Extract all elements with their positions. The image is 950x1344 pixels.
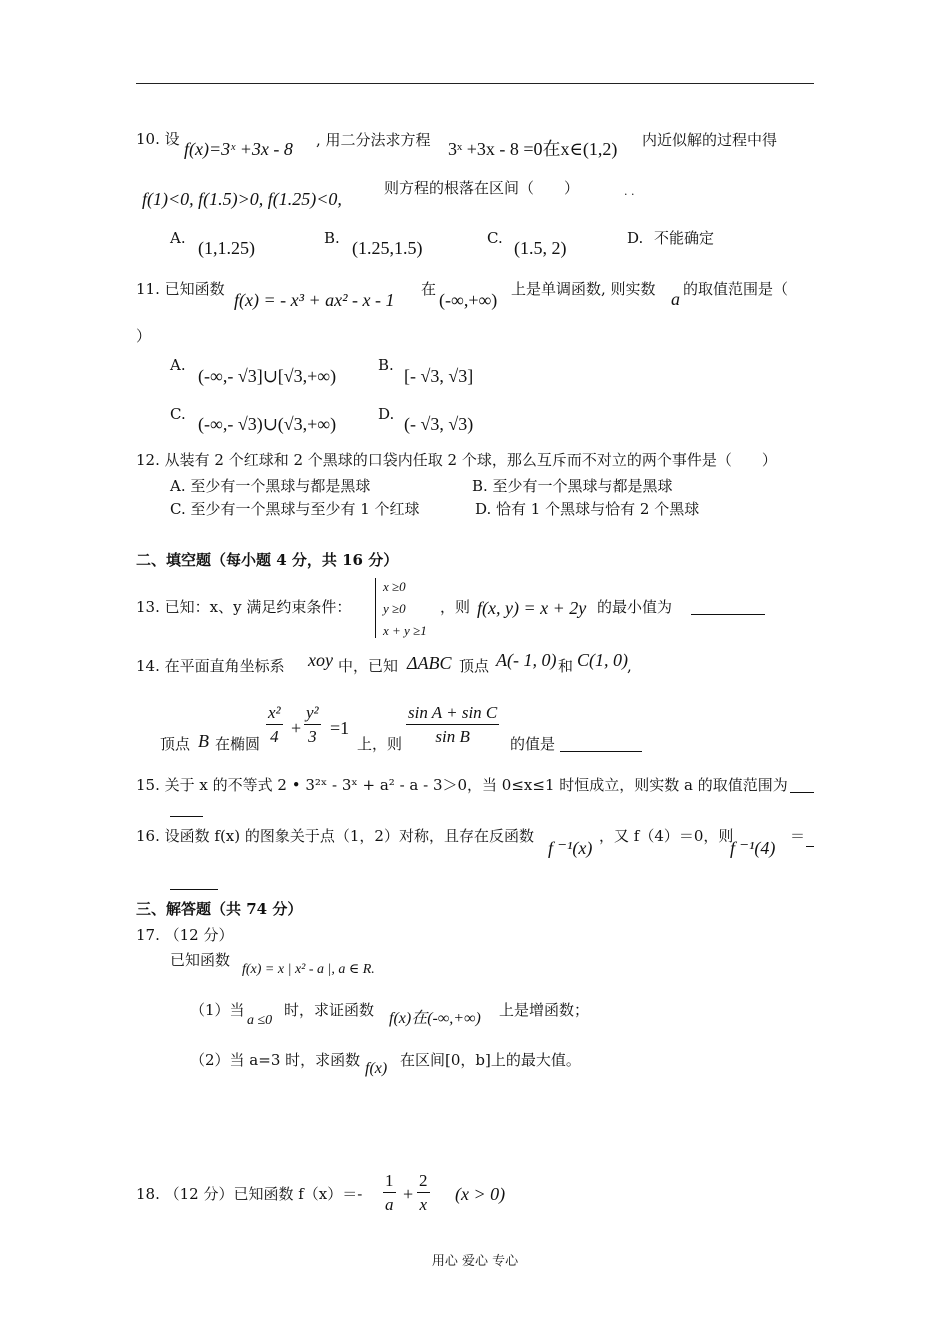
q15-line: 15. 关于 x 的不等式 2 • 3²ˣ - 3ˣ + a² - a - 3＞0，当 0≤x≤1 时恒成立，则实数 a 的取值范围为 xyxy=(136,776,788,794)
q10-question: 则方程的根落在区间（ ） xyxy=(384,179,580,197)
q11-option-c-label: C. xyxy=(170,405,186,423)
q14-comma: , xyxy=(627,657,632,675)
q10-fx-def: f(x)=3ˣ +3x - 8 xyxy=(184,139,293,159)
q10-tail: 内近似解的过程中得 xyxy=(642,131,778,149)
q11-mid: 在 xyxy=(421,280,437,298)
q14-xoy: xoy xyxy=(308,650,333,670)
q14-frac-x-num: x² xyxy=(266,703,283,725)
q12-option-d: D. 恰有 1 个黑球与恰有 2 个黑球 xyxy=(475,500,700,518)
q18-plus: + xyxy=(403,1184,414,1204)
q14-and: 和 xyxy=(558,657,574,675)
q11-tail: 上是单调函数, 则实数 xyxy=(511,280,656,298)
q18-lead: 18. （12 分）已知函数 f（x）＝- xyxy=(136,1185,363,1203)
q14-frac-x-den: 4 xyxy=(270,727,279,746)
q17-part1-c: 上是增函数； xyxy=(499,1001,590,1019)
q14-triangle: ΔABC xyxy=(407,653,452,673)
q10-option-a-label: A. xyxy=(170,229,186,247)
q14-line2-lead: 顶点 xyxy=(160,735,191,753)
q12-option-a: A. 至少有一个黑球与都是黑球 xyxy=(170,477,371,495)
q13-constraint-1: x ≥0 xyxy=(383,579,406,594)
page-footer: 用心 爱心 专心 xyxy=(431,1254,519,1269)
q11-option-c: (-∞,- √3)∪(√3,+∞) xyxy=(198,414,337,434)
q13-tail: 的最小值为 xyxy=(597,598,673,616)
q16-answer-blank-2 xyxy=(170,889,218,890)
q11-option-d: (- √3, √3) xyxy=(404,414,474,434)
q14-line2-tail: 上，则 xyxy=(357,735,403,753)
q16-tail: ＝ xyxy=(790,827,806,845)
q13-constraint-3: x + y ≥1 xyxy=(383,623,427,638)
q16-mid: ，又 f（4）＝0，则 xyxy=(599,827,734,845)
q14-frac-y-den: 3 xyxy=(308,727,317,746)
q12-option-c: C. 至少有一个黑球与至少有 1 个红球 xyxy=(170,500,420,518)
q16-finv: f ⁻¹(x) xyxy=(548,838,593,858)
q10-option-b-label: B. xyxy=(324,229,340,247)
q14-frac-x xyxy=(266,703,283,747)
q17-part2-fx: f(x) xyxy=(365,1060,388,1077)
q11-close: ） xyxy=(136,327,152,345)
q14-ratio-den: sin B xyxy=(435,727,470,746)
q16-lead: 16. 设函数 f(x) 的图象关于点（1，2）对称，且存在反函数 xyxy=(136,827,534,845)
q10-option-a: (1,1.25) xyxy=(198,238,255,258)
q14-lead: 14. 在平面直角坐标系 xyxy=(136,657,285,675)
q13-answer-blank xyxy=(691,614,765,615)
q12-line: 12. 从装有 2 个红球和 2 个黑球的口袋内任取 2 个球，那么互斥而不对立的两个事件是（ ） xyxy=(136,451,777,469)
header-rule xyxy=(136,83,814,84)
q14-ratio-num: sin A + sin C xyxy=(406,703,499,725)
q14-point-a: A(- 1, 0) xyxy=(496,650,557,670)
q18-frac-2-den: x xyxy=(419,1195,428,1214)
q16-finv4: f ⁻¹(4) xyxy=(730,838,776,858)
q14-mid2: 顶点 xyxy=(459,657,490,675)
q14-mid1: 中，已知 xyxy=(338,657,399,675)
q12-option-b: B. 至少有一个黑球与都是黑球 xyxy=(472,477,673,495)
q11-var: a xyxy=(671,289,680,309)
q11-lead: 11. 已知函数 xyxy=(136,280,225,298)
section-2-heading: 二、填空题（每小题 4 分，共 16 分） xyxy=(136,551,399,569)
q14-line2-end: 的值是 xyxy=(510,735,556,753)
q18-frac-1 xyxy=(383,1171,396,1215)
q10-option-d: 不能确定 xyxy=(654,229,715,247)
q14-line2-mid: 在椭圆 xyxy=(215,735,261,753)
q17-lead: 17. （12 分） xyxy=(136,926,234,944)
q14-frac-y-num: y² xyxy=(304,703,321,725)
q10-lead: 10. 设 xyxy=(136,130,180,148)
q17-fx: f(x) = x | x² - a |, a ∈ R. xyxy=(242,962,375,977)
q18-frac-1-num: 1 xyxy=(383,1171,396,1193)
q18-frac-1-den: a xyxy=(385,1195,394,1214)
q10-option-c-label: C. xyxy=(487,229,503,247)
q10-option-b: (1.25,1.5) xyxy=(352,238,423,258)
q10-mid: , 用二分法求方程 xyxy=(316,131,431,149)
q14-eq1: =1 xyxy=(330,718,350,738)
q13-lead: 13. 已知：x、y 满足约束条件： xyxy=(136,598,352,616)
q10-option-d-label: D. xyxy=(627,229,644,247)
q18-frac-2 xyxy=(417,1171,430,1215)
q11-option-a-label: A. xyxy=(170,356,186,374)
q14-ratio xyxy=(406,703,499,747)
q13-fxy: f(x, y) = x + 2y xyxy=(477,598,587,618)
q17-part1-b: 时，求证函数 xyxy=(284,1001,375,1019)
q14-answer-blank xyxy=(560,751,642,752)
q17-given: 已知函数 xyxy=(170,951,231,969)
q16-answer-blank-1 xyxy=(806,846,814,847)
q17-part1-a: （1）当 xyxy=(190,1001,245,1019)
q17-part2-b: 在区间[0，b]上的最大值。 xyxy=(400,1051,581,1069)
q13-mid: ，则 xyxy=(440,598,471,616)
q11-option-a: (-∞,- √3]∪[√3,+∞) xyxy=(198,366,337,386)
q17-part1-fx: f(x)在(-∞,+∞) xyxy=(389,1010,481,1027)
q11-end: 的取值范围是（ xyxy=(683,280,789,298)
q10-conditions: f(1)<0, f(1.5)>0, f(1.25)<0, xyxy=(142,189,342,209)
q14-point-b: B xyxy=(198,731,209,751)
q14-point-c: C(1, 0) xyxy=(577,650,628,670)
q11-fx: f(x) = - x³ + ax² - x - 1 xyxy=(234,290,395,310)
q14-frac-y xyxy=(304,703,321,747)
q18-frac-2-num: 2 xyxy=(417,1171,430,1193)
q15-answer-blank-1 xyxy=(790,792,814,793)
section-3-heading: 三、解答题（共 74 分） xyxy=(136,900,303,918)
q11-option-b: [- √3, √3] xyxy=(404,366,474,386)
q18-cond: (x > 0) xyxy=(455,1184,506,1204)
q17-part1-cond: a ≤0 xyxy=(247,1013,273,1028)
q10-equation: 3ˣ +3x - 8 =0在x∈(1,2) xyxy=(448,139,618,159)
q15-answer-blank-2 xyxy=(170,816,203,817)
q17-part2-a: （2）当 a=3 时，求函数 xyxy=(190,1051,361,1069)
q11-interval: (-∞,+∞) xyxy=(439,290,498,310)
q14-plus: + xyxy=(291,718,302,738)
q13-constraint-2: y ≥0 xyxy=(383,601,406,616)
q10-dots: . . xyxy=(624,185,635,198)
q10-option-c: (1.5, 2) xyxy=(514,238,567,258)
constraint-brace xyxy=(375,578,381,638)
q11-option-d-label: D. xyxy=(378,405,395,423)
q11-option-b-label: B. xyxy=(378,356,394,374)
